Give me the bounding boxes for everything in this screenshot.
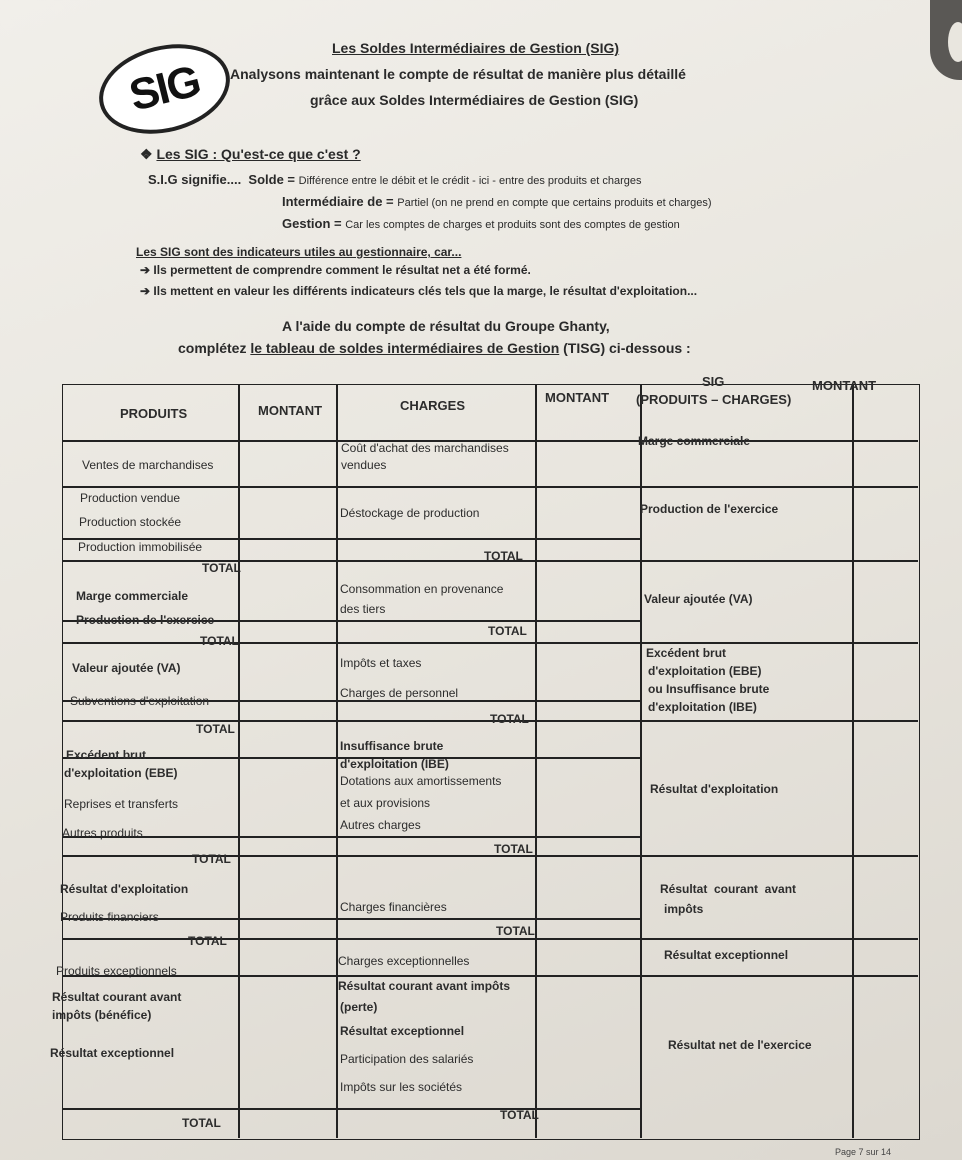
bullet-1: ➔ Ils permettent de comprendre comment le résultat net a été formé. <box>140 263 531 277</box>
page-title: Les Soldes Intermédiaires de Gestion (SIG) <box>332 40 620 56</box>
produit-row: Marge commerciale <box>76 589 189 603</box>
question-heading: ❖ Les SIG : Qu'est-ce que c'est ? <box>140 146 361 162</box>
header-montant-produits: MONTANT <box>258 403 323 418</box>
charge-total: TOTAL <box>484 549 523 563</box>
definition-gestion: Gestion = Car les comptes de charges et produits sont des comptes de gestion <box>282 216 680 231</box>
charge-total: TOTAL <box>496 924 535 938</box>
produit-row: Autres produits <box>62 826 143 840</box>
produit-row: Production vendue <box>80 491 181 505</box>
intro-line-2: grâce aux Soldes Intermédiaires de Gestion (SIG) <box>310 92 639 108</box>
photo-edge-shadow <box>930 0 962 80</box>
charge-row: Impôts et taxes <box>340 656 422 670</box>
sig-logo: SIG <box>90 31 240 147</box>
header-produits: PRODUITS <box>120 406 188 421</box>
produit-row: Résultat courant avant <box>52 990 182 1004</box>
produit-row: d'exploitation (EBE) <box>64 766 178 780</box>
charge-row: Autres charges <box>340 818 421 832</box>
charge-total: TOTAL <box>494 842 533 856</box>
charge-row: vendues <box>341 458 387 472</box>
diamond-bullet-icon: ❖ <box>140 146 153 162</box>
produit-row: Produits exceptionnels <box>56 964 177 978</box>
charge-row: Charges financières <box>340 900 447 914</box>
sig-row: Résultat net de l'exercice <box>668 1038 812 1052</box>
page-number: Page 7 sur 14 <box>835 1147 892 1157</box>
instruction-line-1: A l'aide du compte de résultat du Groupe Ghanty, <box>282 318 610 334</box>
sig-row: impôts <box>664 902 704 916</box>
sig-row: d'exploitation (EBE) <box>648 664 762 678</box>
header-sig: SIG <box>702 374 725 389</box>
arrow-icon: ➔ <box>140 263 151 277</box>
sig-row: Résultat d'exploitation <box>650 782 779 796</box>
sig-row: Excédent brut <box>646 646 727 660</box>
produit-row: Résultat d'exploitation <box>60 882 189 896</box>
produit-total: TOTAL <box>200 634 239 648</box>
produit-row: Produits financiers <box>60 910 159 924</box>
produit-total: TOTAL <box>196 722 235 736</box>
sig-row: Production de l'exercice <box>640 502 779 516</box>
charge-total: TOTAL <box>490 712 529 726</box>
header-montant-sig: MONTANT <box>812 378 877 393</box>
charge-row: Coût d'achat des marchandises <box>341 441 509 455</box>
definition-intermediaire: Intermédiaire de = Partiel (on ne prend en compte que certains produits et charges) <box>282 194 712 209</box>
instruction-line-2: complétez le tableau de soldes intermédiaires de Gestion (TISG) ci-dessous : <box>178 340 691 356</box>
charge-row: Consommation en provenance <box>340 582 504 596</box>
charge-row: Insuffisance brute <box>340 739 444 753</box>
produit-row: Reprises et transferts <box>64 797 179 811</box>
charge-row: et aux provisions <box>340 796 431 810</box>
produit-row: Excédent brut <box>66 748 147 762</box>
charge-row: Charges de personnel <box>340 686 459 700</box>
sig-row: Valeur ajoutée (VA) <box>644 592 753 606</box>
header-charges: CHARGES <box>400 398 466 413</box>
produit-row: Ventes de marchandises <box>82 458 214 472</box>
table-frame <box>62 384 920 1140</box>
charge-row: Participation des salariés <box>340 1052 474 1066</box>
produit-row: Valeur ajoutée (VA) <box>72 661 181 675</box>
charge-row: Déstockage de production <box>340 506 480 520</box>
charge-row: d'exploitation (IBE) <box>340 757 449 771</box>
produit-total: TOTAL <box>182 1116 221 1130</box>
charge-row: Dotations aux amortissements <box>340 774 502 788</box>
header-montant-charges: MONTANT <box>545 390 610 405</box>
charge-row: Résultat courant avant impôts <box>338 979 511 993</box>
produit-row: impôts (bénéfice) <box>52 1008 152 1022</box>
produit-row: Subventions d'exploitation <box>70 694 210 708</box>
bullet-2: ➔ Ils mettent en valeur les différents indicateurs clés tels que la marge, le résultat d'exploitation... <box>140 284 698 298</box>
charge-row: Résultat exceptionnel <box>340 1024 465 1038</box>
produit-total: TOTAL <box>188 934 227 948</box>
sig-row: Résultat courant avant <box>660 882 797 896</box>
produit-total: TOTAL <box>202 561 241 575</box>
produit-row: Production stockée <box>79 515 182 529</box>
charge-total: TOTAL <box>500 1108 539 1122</box>
charge-row: Charges exceptionnelles <box>338 954 470 968</box>
intro-line-1: Analysons maintenant le compte de résultat de manière plus détaillé <box>230 66 686 82</box>
produit-row: Résultat exceptionnel <box>50 1046 175 1060</box>
definition-solde: S.I.G signifie.... Solde = Différence entre le débit et le crédit - ici - entre des produits et charges <box>148 172 642 187</box>
arrow-icon: ➔ <box>140 284 151 298</box>
charge-row: (perte) <box>340 1000 378 1014</box>
produit-total: TOTAL <box>192 852 231 866</box>
useful-heading: Les SIG sont des indicateurs utiles au gestionnaire, car... <box>136 245 462 259</box>
sig-row: d'exploitation (IBE) <box>648 700 757 714</box>
produit-row: Production de l'exercice <box>76 613 215 627</box>
produit-row: Production immobilisée <box>78 540 203 554</box>
charge-row: des tiers <box>340 602 386 616</box>
sig-row: ou Insuffisance brute <box>648 682 770 696</box>
sig-row: Marge commerciale <box>638 434 751 448</box>
charge-total: TOTAL <box>488 624 527 638</box>
charge-row: Impôts sur les sociétés <box>340 1080 463 1094</box>
header-sig-formula: (PRODUITS – CHARGES) <box>636 392 792 407</box>
sig-row: Résultat exceptionnel <box>664 948 789 962</box>
